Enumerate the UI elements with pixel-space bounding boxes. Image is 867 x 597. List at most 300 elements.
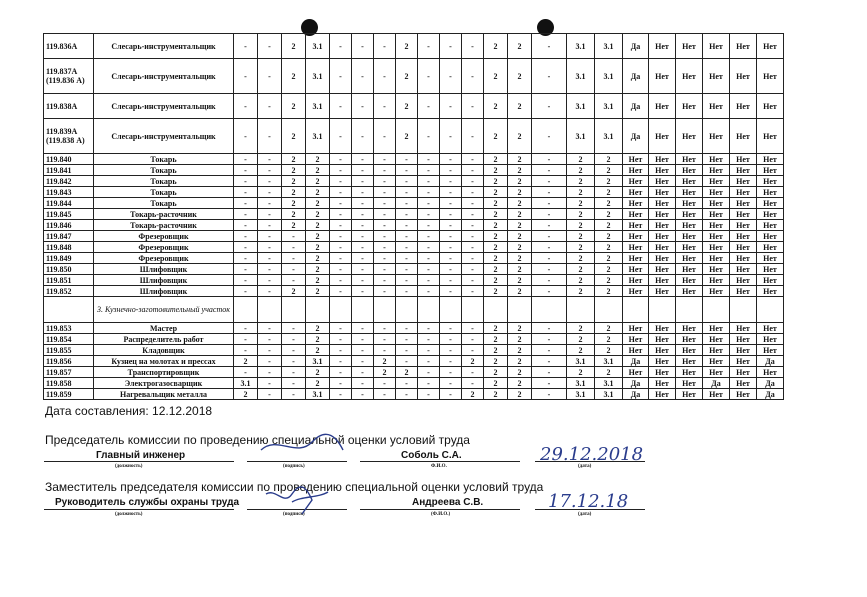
value-cell: 2: [374, 356, 396, 367]
section-empty-cell: [234, 297, 258, 323]
value-cell: 2: [567, 253, 595, 264]
section-empty-cell: [418, 297, 440, 323]
value-cell: -: [440, 34, 462, 59]
value-cell: Нет: [757, 323, 784, 334]
value-cell: 2: [462, 389, 484, 400]
value-cell: Да: [623, 378, 649, 389]
value-cell: -: [352, 59, 374, 94]
value-cell: Нет: [649, 242, 676, 253]
section-title: 3. Кузнечно-заготовительный участок: [94, 297, 234, 323]
value-cell: -: [258, 334, 282, 345]
value-cell: Нет: [703, 34, 730, 59]
workplace-code: 119.848: [44, 242, 94, 253]
value-cell: Нет: [676, 154, 703, 165]
value-cell: -: [462, 334, 484, 345]
value-cell: 2: [567, 367, 595, 378]
value-cell: 2: [306, 209, 330, 220]
value-cell: Нет: [730, 59, 757, 94]
value-cell: Нет: [757, 165, 784, 176]
value-cell: -: [532, 119, 567, 154]
value-cell: Нет: [757, 154, 784, 165]
value-cell: 2: [306, 253, 330, 264]
value-cell: 2: [567, 198, 595, 209]
value-cell: -: [440, 378, 462, 389]
value-cell: Нет: [757, 94, 784, 119]
value-cell: Нет: [703, 334, 730, 345]
value-cell: -: [374, 378, 396, 389]
value-cell: -: [440, 334, 462, 345]
value-cell: 2: [508, 275, 532, 286]
value-cell: Да: [757, 378, 784, 389]
value-cell: -: [258, 59, 282, 94]
value-cell: Нет: [757, 275, 784, 286]
value-cell: 2: [306, 154, 330, 165]
value-cell: -: [532, 356, 567, 367]
value-cell: Да: [757, 389, 784, 400]
job-title: Токарь: [94, 154, 234, 165]
value-cell: Нет: [703, 119, 730, 154]
value-cell: -: [234, 367, 258, 378]
value-cell: 3.1: [234, 378, 258, 389]
job-title: Токарь: [94, 165, 234, 176]
value-cell: -: [282, 345, 306, 356]
workplace-code: 119.842: [44, 176, 94, 187]
value-cell: 2: [595, 323, 623, 334]
value-cell: Нет: [757, 345, 784, 356]
table-row: [44, 34, 784, 59]
value-cell: 2: [567, 345, 595, 356]
table-row: [44, 323, 784, 334]
value-cell: -: [374, 198, 396, 209]
value-cell: Нет: [757, 220, 784, 231]
value-cell: 2: [508, 187, 532, 198]
value-cell: Нет: [649, 59, 676, 94]
value-cell: 2: [508, 209, 532, 220]
value-cell: 3.1: [306, 389, 330, 400]
value-cell: -: [234, 154, 258, 165]
value-cell: -: [374, 94, 396, 119]
value-cell: 2: [567, 242, 595, 253]
value-cell: Нет: [676, 231, 703, 242]
value-cell: -: [440, 242, 462, 253]
workplace-code: 119.841: [44, 165, 94, 176]
value-cell: 3.1: [306, 94, 330, 119]
table-row: [44, 378, 784, 389]
workplace-code: 119.845: [44, 209, 94, 220]
value-cell: -: [352, 356, 374, 367]
job-title: Кузнец на молотах и прессах: [94, 356, 234, 367]
value-cell: -: [462, 378, 484, 389]
chair-cap-signature: (подпись): [283, 464, 305, 469]
table-row: [44, 209, 784, 220]
value-cell: 2: [306, 264, 330, 275]
deputy-name: Андреева С.В.: [412, 497, 484, 508]
value-cell: 2: [306, 367, 330, 378]
section-empty-cell: [306, 297, 330, 323]
value-cell: Нет: [757, 253, 784, 264]
value-cell: -: [374, 165, 396, 176]
workplace-code: 119.851: [44, 275, 94, 286]
table-row: [44, 94, 784, 119]
table-row: [44, 356, 784, 367]
table-row: [44, 286, 784, 297]
value-cell: Нет: [623, 345, 649, 356]
value-cell: -: [462, 275, 484, 286]
value-cell: -: [352, 176, 374, 187]
value-cell: -: [258, 286, 282, 297]
value-cell: 2: [567, 187, 595, 198]
value-cell: -: [418, 176, 440, 187]
value-cell: -: [532, 59, 567, 94]
value-cell: -: [532, 165, 567, 176]
value-cell: -: [532, 34, 567, 59]
value-cell: -: [330, 154, 352, 165]
value-cell: -: [330, 242, 352, 253]
value-cell: Нет: [623, 187, 649, 198]
deputy-cap-name: (Ф.И.О.): [431, 512, 451, 517]
value-cell: -: [440, 209, 462, 220]
value-cell: -: [234, 198, 258, 209]
value-cell: 2: [484, 345, 508, 356]
value-cell: -: [258, 231, 282, 242]
value-cell: -: [374, 334, 396, 345]
value-cell: -: [234, 345, 258, 356]
value-cell: 2: [282, 198, 306, 209]
value-cell: Нет: [730, 209, 757, 220]
value-cell: -: [330, 275, 352, 286]
value-cell: -: [396, 198, 418, 209]
value-cell: -: [282, 264, 306, 275]
value-cell: Нет: [676, 94, 703, 119]
job-title: Фрезеровщик: [94, 231, 234, 242]
value-cell: -: [352, 345, 374, 356]
value-cell: -: [352, 198, 374, 209]
value-cell: Нет: [649, 323, 676, 334]
workplace-code: 119.854: [44, 334, 94, 345]
value-cell: -: [234, 220, 258, 231]
value-cell: 2: [282, 59, 306, 94]
value-cell: 2: [567, 323, 595, 334]
value-cell: -: [418, 59, 440, 94]
value-cell: 2: [508, 286, 532, 297]
value-cell: -: [234, 323, 258, 334]
value-cell: Нет: [623, 253, 649, 264]
table-row: [44, 119, 784, 154]
value-cell: Нет: [730, 389, 757, 400]
value-cell: 2: [484, 264, 508, 275]
value-cell: 2: [567, 220, 595, 231]
value-cell: Нет: [649, 253, 676, 264]
value-cell: -: [418, 253, 440, 264]
value-cell: Нет: [676, 220, 703, 231]
value-cell: -: [532, 253, 567, 264]
value-cell: Нет: [703, 275, 730, 286]
value-cell: Нет: [757, 187, 784, 198]
table-row: [44, 231, 784, 242]
value-cell: -: [418, 165, 440, 176]
value-cell: 2: [484, 59, 508, 94]
value-cell: 2: [484, 209, 508, 220]
value-cell: Нет: [757, 34, 784, 59]
value-cell: -: [532, 176, 567, 187]
value-cell: -: [462, 323, 484, 334]
value-cell: 2: [484, 334, 508, 345]
value-cell: -: [418, 389, 440, 400]
value-cell: -: [234, 94, 258, 119]
value-cell: Нет: [703, 242, 730, 253]
value-cell: -: [532, 209, 567, 220]
job-title: Слесарь-инструментальщик: [94, 94, 234, 119]
value-cell: Нет: [703, 367, 730, 378]
value-cell: Нет: [730, 367, 757, 378]
value-cell: 2: [484, 220, 508, 231]
value-cell: -: [440, 367, 462, 378]
value-cell: -: [258, 389, 282, 400]
value-cell: Нет: [730, 220, 757, 231]
value-cell: -: [396, 356, 418, 367]
value-cell: Нет: [730, 345, 757, 356]
value-cell: Да: [623, 34, 649, 59]
value-cell: Да: [703, 378, 730, 389]
value-cell: -: [374, 187, 396, 198]
value-cell: 2: [306, 220, 330, 231]
value-cell: Да: [623, 356, 649, 367]
workplace-code: 119.839А (119.838 А): [44, 119, 94, 154]
value-cell: 2: [508, 356, 532, 367]
value-cell: -: [440, 220, 462, 231]
value-cell: 2: [508, 367, 532, 378]
value-cell: -: [418, 198, 440, 209]
value-cell: 2: [282, 154, 306, 165]
value-cell: Нет: [703, 59, 730, 94]
value-cell: 2: [396, 94, 418, 119]
value-cell: 2: [567, 176, 595, 187]
value-cell: 2: [508, 389, 532, 400]
job-title: Распределитель работ: [94, 334, 234, 345]
value-cell: -: [440, 176, 462, 187]
table-body: [44, 34, 784, 400]
value-cell: -: [374, 154, 396, 165]
value-cell: -: [258, 345, 282, 356]
value-cell: 2: [484, 378, 508, 389]
value-cell: 2: [508, 323, 532, 334]
table-row: [44, 275, 784, 286]
section-empty-cell: [757, 297, 784, 323]
value-cell: -: [258, 198, 282, 209]
value-cell: -: [258, 367, 282, 378]
value-cell: 3.1: [567, 389, 595, 400]
value-cell: 2: [567, 286, 595, 297]
value-cell: Нет: [676, 356, 703, 367]
value-cell: Нет: [676, 367, 703, 378]
value-cell: -: [330, 345, 352, 356]
value-cell: -: [374, 389, 396, 400]
value-cell: -: [258, 378, 282, 389]
value-cell: Нет: [676, 59, 703, 94]
workplace-code: 119.856: [44, 356, 94, 367]
value-cell: -: [532, 231, 567, 242]
value-cell: -: [352, 154, 374, 165]
value-cell: -: [440, 253, 462, 264]
value-cell: Нет: [649, 94, 676, 119]
section-empty-cell: [623, 297, 649, 323]
value-cell: 2: [595, 334, 623, 345]
value-cell: -: [418, 119, 440, 154]
value-cell: -: [462, 264, 484, 275]
value-cell: Нет: [676, 286, 703, 297]
value-cell: Нет: [730, 154, 757, 165]
value-cell: Нет: [730, 275, 757, 286]
value-cell: -: [258, 220, 282, 231]
value-cell: -: [532, 220, 567, 231]
value-cell: Нет: [730, 231, 757, 242]
value-cell: 3.1: [595, 378, 623, 389]
value-cell: -: [330, 209, 352, 220]
value-cell: -: [462, 345, 484, 356]
value-cell: Нет: [757, 242, 784, 253]
value-cell: 2: [595, 176, 623, 187]
value-cell: -: [396, 253, 418, 264]
value-cell: -: [330, 389, 352, 400]
value-cell: -: [374, 231, 396, 242]
value-cell: 2: [484, 198, 508, 209]
value-cell: -: [258, 119, 282, 154]
value-cell: -: [532, 334, 567, 345]
value-cell: -: [330, 94, 352, 119]
chair-name: Соболь С.А.: [401, 450, 462, 461]
value-cell: Нет: [623, 367, 649, 378]
value-cell: -: [440, 187, 462, 198]
workplace-code: 119.849: [44, 253, 94, 264]
workplace-code: 119.836А: [44, 34, 94, 59]
workplace-code: 119.844: [44, 198, 94, 209]
value-cell: -: [374, 176, 396, 187]
value-cell: -: [462, 59, 484, 94]
value-cell: Нет: [757, 176, 784, 187]
value-cell: -: [396, 242, 418, 253]
value-cell: Нет: [703, 198, 730, 209]
deputy-signature-scribble: [262, 484, 332, 518]
value-cell: -: [418, 286, 440, 297]
value-cell: 2: [508, 220, 532, 231]
value-cell: -: [352, 378, 374, 389]
table-row: [44, 198, 784, 209]
value-cell: -: [330, 323, 352, 334]
value-cell: -: [418, 154, 440, 165]
workplace-code: 119.852: [44, 286, 94, 297]
value-cell: Нет: [703, 323, 730, 334]
value-cell: Нет: [649, 367, 676, 378]
value-cell: 2: [595, 154, 623, 165]
value-cell: 3.1: [595, 356, 623, 367]
value-cell: Нет: [649, 378, 676, 389]
value-cell: -: [330, 264, 352, 275]
value-cell: Да: [623, 94, 649, 119]
value-cell: -: [396, 389, 418, 400]
value-cell: -: [374, 264, 396, 275]
value-cell: Нет: [730, 378, 757, 389]
value-cell: Нет: [676, 264, 703, 275]
section-empty-cell: [532, 297, 567, 323]
value-cell: Нет: [649, 209, 676, 220]
value-cell: Нет: [623, 198, 649, 209]
value-cell: Нет: [649, 264, 676, 275]
workplace-code: 119.859: [44, 389, 94, 400]
value-cell: 2: [595, 264, 623, 275]
value-cell: -: [234, 165, 258, 176]
value-cell: -: [330, 286, 352, 297]
chair-position: Главный инженер: [96, 450, 186, 461]
value-cell: 3.1: [567, 378, 595, 389]
job-title: Транспортировщик: [94, 367, 234, 378]
value-cell: -: [440, 264, 462, 275]
value-cell: -: [440, 323, 462, 334]
deputy-date-line: [535, 509, 645, 510]
value-cell: -: [258, 323, 282, 334]
value-cell: 3.1: [567, 356, 595, 367]
value-cell: -: [352, 94, 374, 119]
job-title: Кладовщик: [94, 345, 234, 356]
value-cell: -: [330, 165, 352, 176]
value-cell: -: [330, 187, 352, 198]
value-cell: Нет: [676, 345, 703, 356]
value-cell: 2: [484, 323, 508, 334]
value-cell: -: [258, 242, 282, 253]
job-title: Шлифовщик: [94, 275, 234, 286]
job-title: Токарь: [94, 187, 234, 198]
value-cell: Нет: [703, 264, 730, 275]
value-cell: -: [374, 59, 396, 94]
value-cell: 2: [508, 242, 532, 253]
workplace-code: 119.850: [44, 264, 94, 275]
value-cell: 3.1: [567, 119, 595, 154]
chair-cap-name: Ф.И.О.: [431, 464, 447, 469]
value-cell: Нет: [730, 356, 757, 367]
value-cell: Нет: [676, 119, 703, 154]
value-cell: 2: [484, 275, 508, 286]
value-cell: -: [396, 323, 418, 334]
value-cell: -: [352, 253, 374, 264]
value-cell: Нет: [649, 356, 676, 367]
value-cell: 3.1: [595, 59, 623, 94]
job-title: Шлифовщик: [94, 286, 234, 297]
deputy-name-line: [360, 509, 520, 510]
table-row: [44, 334, 784, 345]
value-cell: 2: [484, 94, 508, 119]
value-cell: 2: [306, 275, 330, 286]
value-cell: -: [352, 286, 374, 297]
value-cell: -: [234, 209, 258, 220]
table-row: [44, 187, 784, 198]
workplace-code: 119.853: [44, 323, 94, 334]
value-cell: -: [418, 264, 440, 275]
value-cell: 2: [484, 286, 508, 297]
value-cell: Нет: [730, 253, 757, 264]
value-cell: 2: [595, 165, 623, 176]
value-cell: -: [374, 220, 396, 231]
value-cell: Нет: [676, 253, 703, 264]
value-cell: -: [330, 198, 352, 209]
value-cell: Нет: [703, 345, 730, 356]
value-cell: Нет: [623, 334, 649, 345]
value-cell: -: [440, 389, 462, 400]
value-cell: 2: [508, 165, 532, 176]
section-empty-cell: [484, 297, 508, 323]
value-cell: 2: [306, 231, 330, 242]
value-cell: -: [258, 275, 282, 286]
value-cell: -: [282, 231, 306, 242]
table-row: [44, 59, 784, 94]
